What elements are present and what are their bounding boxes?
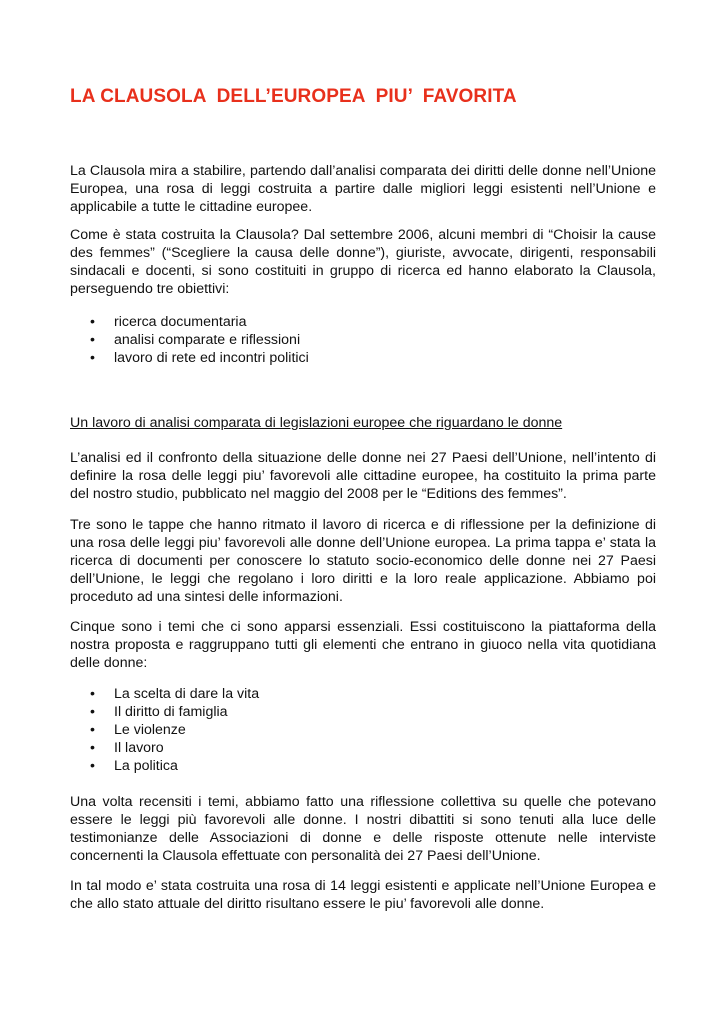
list-item: • Le violenze xyxy=(90,722,186,738)
bullet-icon: • xyxy=(90,722,95,738)
list-item: • La scelta di dare la vita xyxy=(90,686,260,702)
list-item: • lavoro di rete ed incontri politici xyxy=(90,350,309,366)
method-paragraph: Come è stata costruita la Clausola? Dal settembre 2006, alcuni membri di “Choisir la cause des femmes” (“Scegliere la causa delle donne”), giuriste, avvocate, dirigenti, responsabili sindacali e docenti, si sono costituiti in gruppo di ricerca ed hanno elaborato la Clausola, perseguendo tre obiettivi: xyxy=(70,227,656,297)
list-item: • ricerca documentaria xyxy=(90,314,247,330)
bullet-icon: • xyxy=(90,704,95,720)
conclusion-paragraph: In tal modo e’ stata costruita una rosa di 14 leggi esistenti e applicate nell’Unione Europea e che allo stato attuale del diritto risultano essere le piu’ favorevoli alle donne. xyxy=(70,878,656,912)
bullet-icon: • xyxy=(90,350,95,366)
section-heading: Un lavoro di analisi comparata di legislazioni europee che riguardano le donne xyxy=(70,415,563,431)
list-item: • La politica xyxy=(90,758,178,774)
stages-paragraph: Tre sono le tappe che hanno ritmato il lavoro di ricerca e di riflessione per la definizione di una rosa delle leggi piu’ favorevoli alle donne dell’Unione europea. La prima tappa e’ stata la ricerca di documenti per conoscere lo statuto socio-economico delle donne nei 27 Paesi dell’Unione, le leggi che regolano i loro diritti e la loro reale applicazione. Abbiamo poi proceduto ad una sintesi delle informazioni. xyxy=(70,517,656,605)
themes-list xyxy=(70,685,656,775)
themes-intro-paragraph: Cinque sono i temi che ci sono apparsi essenziali. Essi costituiscono la piattaforma della nostra proposta e raggruppano tutti gli elementi che entrano in giuoco nella vita quotidiana delle donne: xyxy=(70,619,656,671)
document-title: LA CLAUSOLA DELL’EUROPEA PIU’ FAVORITA xyxy=(70,86,517,107)
list-item: • Il lavoro xyxy=(90,740,164,756)
bullet-icon: • xyxy=(90,758,95,774)
list-item: • Il diritto di famiglia xyxy=(90,704,228,720)
analysis-paragraph: L’analisi ed il confronto della situazione delle donne nei 27 Paesi dell’Unione, nell’intento di definire la rosa delle leggi piu’ favorevoli alle cittadine europee, ha costituito la prima parte del nostro studio, pubblicato nel maggio del 2008 per le “Editions des femmes”. xyxy=(70,450,656,502)
intro-paragraph: La Clausola mira a stabilire, partendo dall’analisi comparata dei diritti delle donne nell’Unione Europea, una rosa di leggi costruita a partire dalle migliori leggi esistenti nell’Unione e applicabile a tutte le cittadine europee. xyxy=(70,163,656,215)
bullet-icon: • xyxy=(90,740,95,756)
objectives-list xyxy=(70,313,656,367)
bullet-icon: • xyxy=(90,314,95,330)
bullet-icon: • xyxy=(90,332,95,348)
reflection-paragraph: Una volta recensiti i temi, abbiamo fatto una riflessione collettiva su quelle che potevano essere le leggi più favorevoli alle donne. I nostri dibattiti si sono tenuti alla luce delle testimonianze delle Associazioni di donne e delle risposte ottenute nelle interviste concernenti la Clausola effettuate con personalità dei 27 Paesi dell’Unione. xyxy=(70,794,656,864)
list-item: • analisi comparate e riflessioni xyxy=(90,332,301,348)
bullet-icon: • xyxy=(90,686,95,702)
